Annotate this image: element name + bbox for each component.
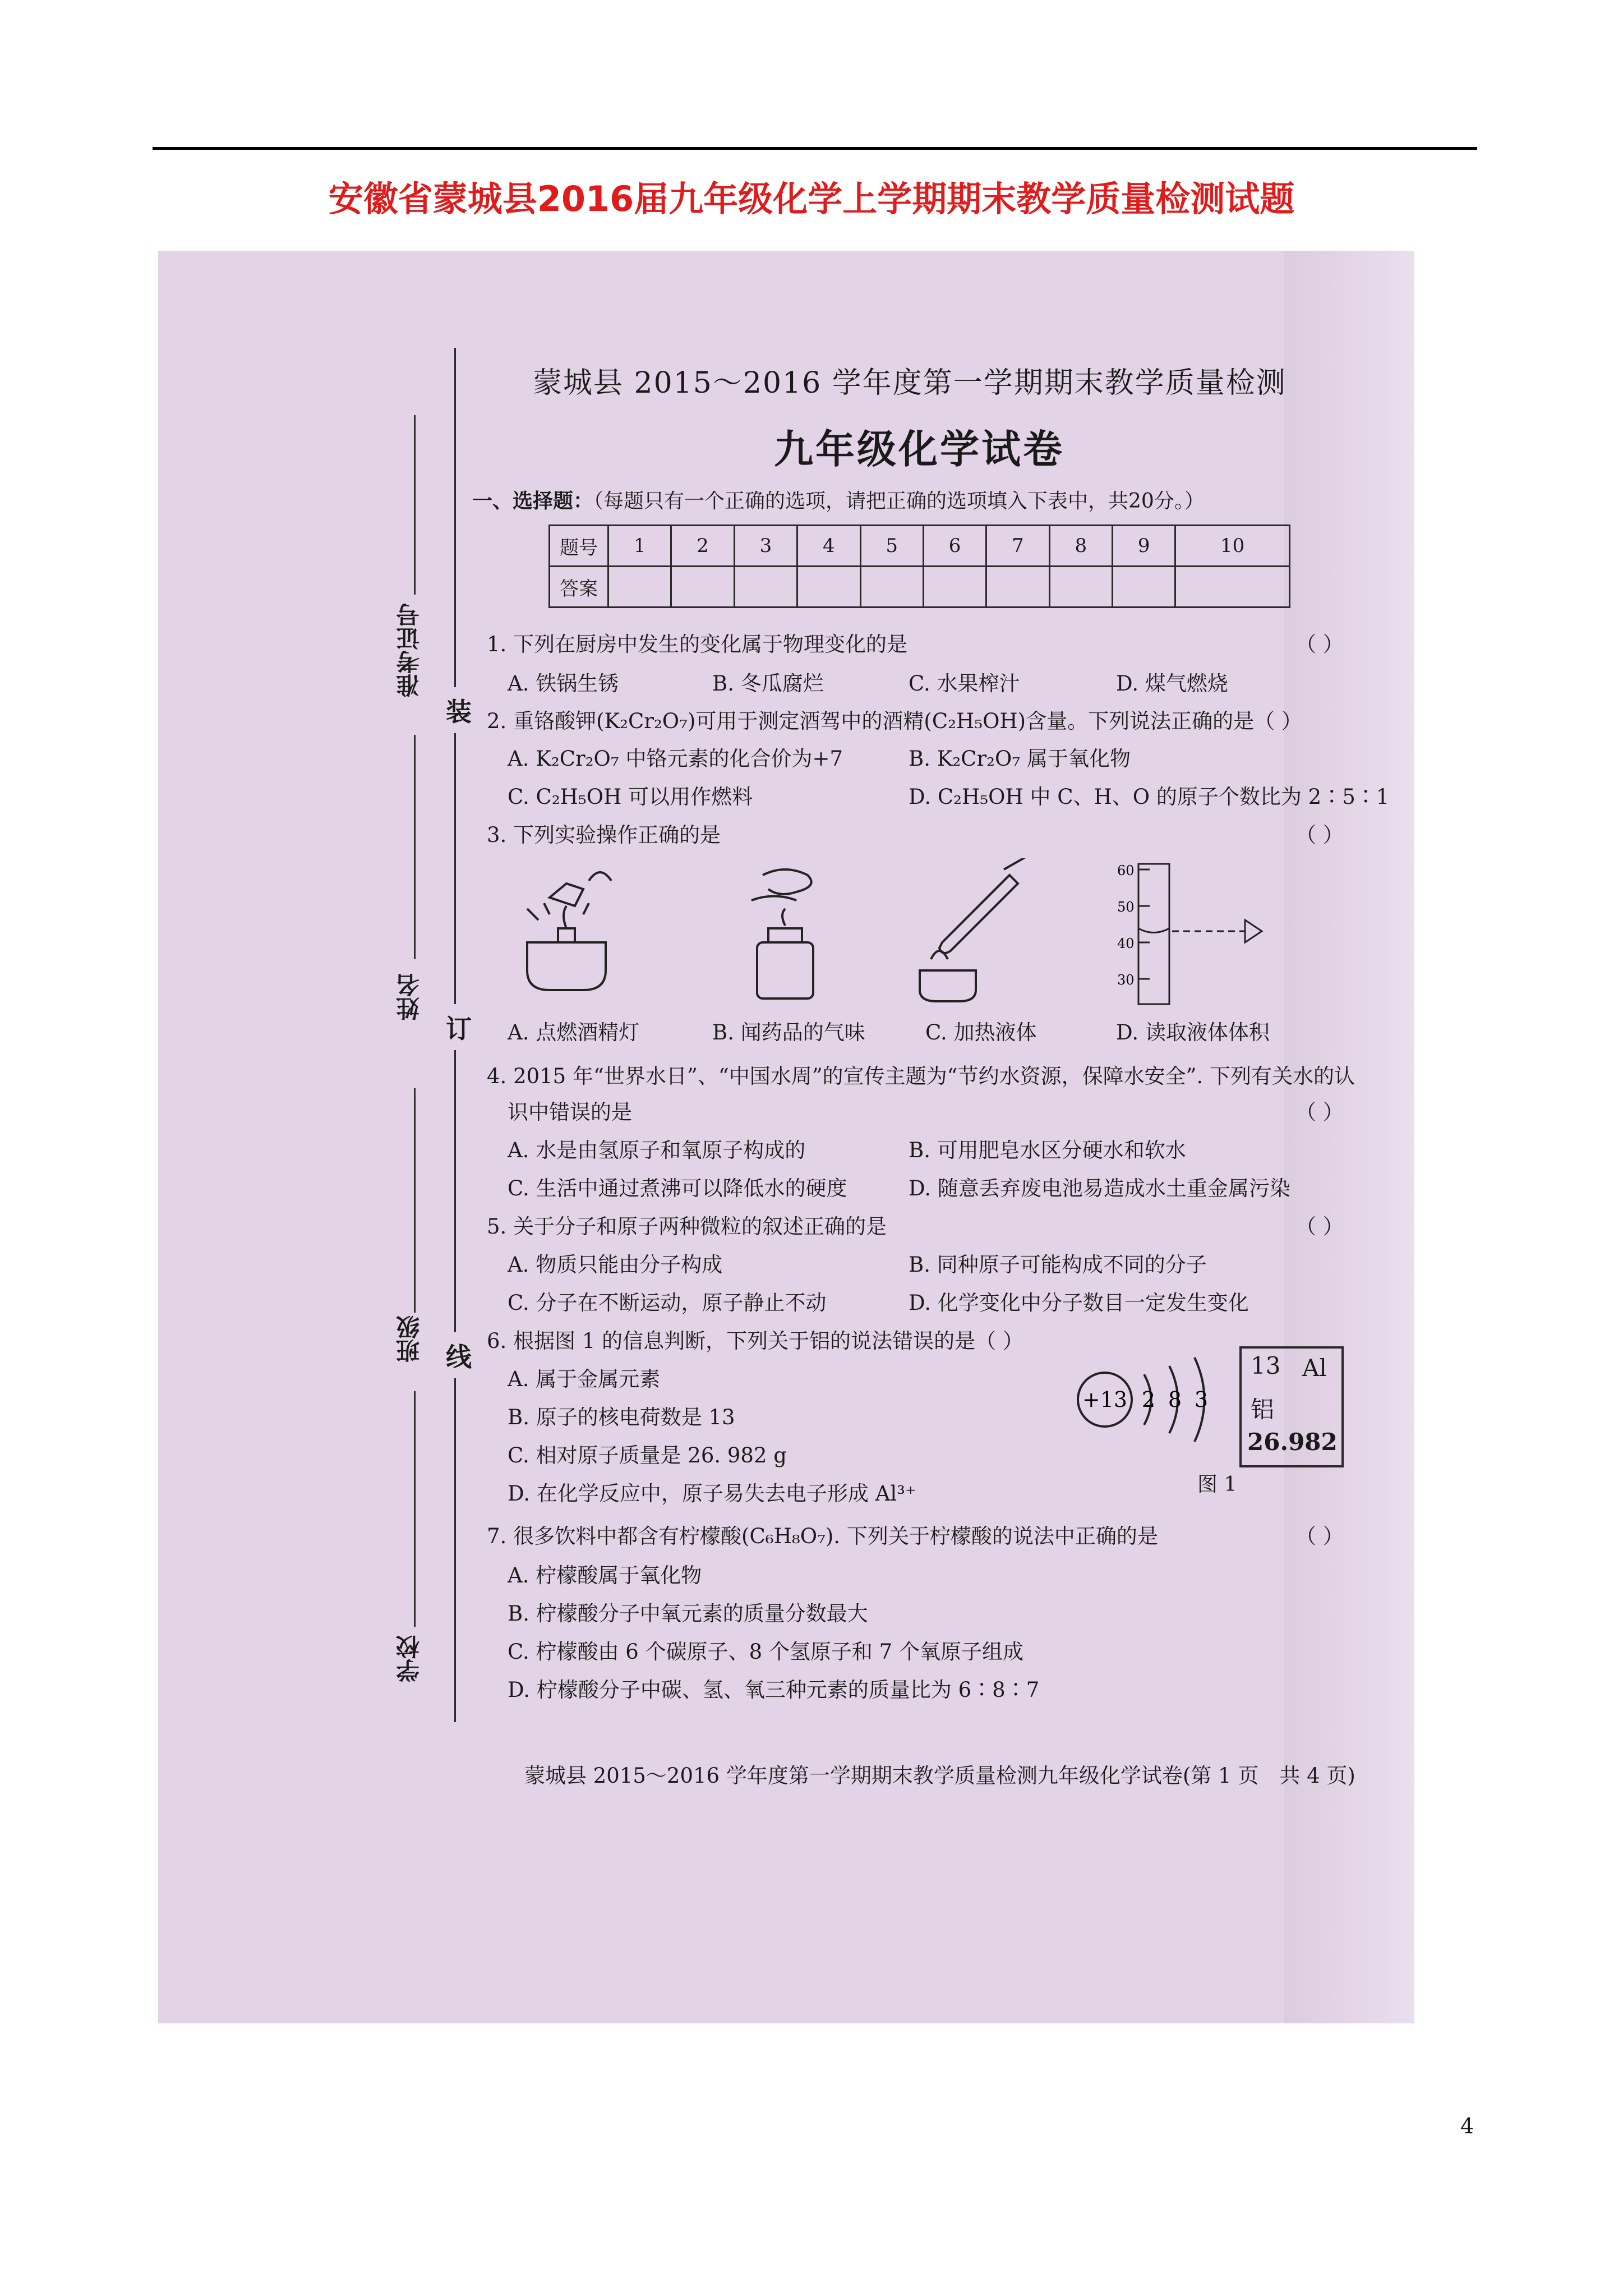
margin-label-name: 姓名 xyxy=(395,973,423,1020)
top-rule xyxy=(153,147,1477,150)
margin-line-class xyxy=(414,1088,416,1313)
answer-cell xyxy=(734,567,797,608)
answer-paren: （ ） xyxy=(1295,1100,1344,1124)
atomic-mass: 26.982 xyxy=(1247,1428,1338,1456)
cylinder-tick-40: 40 xyxy=(1117,936,1135,951)
question-3: 3. 下列实验操作正确的是 xyxy=(487,823,721,847)
answer-paren: （ ） xyxy=(1295,1524,1344,1548)
answer-cell xyxy=(1113,567,1175,608)
q6-option-d: D. 在化学反应中，原子易失去电子形成 Al³⁺ xyxy=(508,1481,916,1506)
table-number: 3 xyxy=(734,526,797,567)
exam-header: 蒙城县 2015～2016 学年度第一学期期末教学质量检测 xyxy=(533,366,1287,400)
answer-paren: （ ） xyxy=(1295,823,1344,847)
q5-option-d: D. 化学变化中分子数目一定发生变化 xyxy=(909,1291,1249,1315)
shell-1-electrons: 2 xyxy=(1141,1387,1156,1412)
element-name: 铝 xyxy=(1251,1396,1275,1423)
binding-char-zhuang: 装 xyxy=(446,687,472,733)
element-symbol: Al xyxy=(1302,1354,1327,1382)
q4-option-d: D. 随意丢弃废电池易造成水土重金属污染 xyxy=(909,1176,1290,1200)
q7-option-c: C. 柠檬酸由 6 个碳原子、8 个氢原子和 7 个氧原子组成 xyxy=(508,1640,1023,1664)
atomic-number: 13 xyxy=(1251,1352,1281,1379)
q3-option-a: A. 点燃酒精灯 xyxy=(508,1020,640,1045)
q4-option-c: C. 生活中通过煮沸可以降低水的硬度 xyxy=(508,1176,847,1200)
q2-option-b: B. K₂Cr₂O₇ 属于氧化物 xyxy=(909,747,1131,771)
q7-option-d: D. 柠檬酸分子中碳、氢、氧三种元素的质量比为 6∶8∶7 xyxy=(508,1678,1040,1702)
q1-option-d: D. 煤气燃烧 xyxy=(1116,671,1228,696)
answer-cell xyxy=(986,567,1049,608)
answer-paren: （ ） xyxy=(1295,632,1344,656)
q2-option-d: D. C₂H₅OH 中 C、H、O 的原子个数比为 2∶5∶1 xyxy=(909,785,1390,809)
q3-option-b: B. 闻药品的气味 xyxy=(712,1020,865,1045)
table-number: 10 xyxy=(1175,526,1290,567)
answer-table xyxy=(548,524,1290,608)
binding-char-xian: 线 xyxy=(446,1332,472,1378)
q7-option-a: A. 柠檬酸属于氧化物 xyxy=(508,1563,702,1588)
table-number: 9 xyxy=(1113,526,1175,567)
table-number: 8 xyxy=(1049,526,1112,567)
table-label-answer: 答案 xyxy=(550,567,608,608)
margin-line-name xyxy=(414,735,416,959)
q4-option-a: A. 水是由氢原子和氧原子构成的 xyxy=(508,1138,806,1162)
question-4-line-2: 识中错误的是 xyxy=(508,1100,632,1124)
question-5: 5. 关于分子和原子两种微粒的叙述正确的是 xyxy=(487,1214,887,1239)
answer-cell xyxy=(608,567,671,608)
answer-cell xyxy=(797,567,860,608)
periodic-element-card xyxy=(1239,1346,1344,1467)
exam-footer: 蒙城县 2015～2016 学年度第一学期期末教学质量检测九年级化学试卷(第 1 页 共 4 页) xyxy=(524,1764,1355,1788)
hand-smelling-icon xyxy=(751,869,813,999)
section-1-title: 一、选择题：（每题只有一个正确的选项，请把正确的选项填入下表中，共20分。） xyxy=(472,489,1205,513)
answer-cell xyxy=(671,567,734,608)
question-2: 2. 重铬酸钾(K₂Cr₂O₇)可用于测定酒驾中的酒精(C₂H₅OH)含量。下列说法正确的是（ ） xyxy=(487,709,1302,733)
answer-cell xyxy=(1175,567,1290,608)
question-6: 6. 根据图 1 的信息判断，下列关于铝的说法错误的是（ ） xyxy=(487,1329,1023,1353)
figure-caption: 图 1 xyxy=(1197,1473,1237,1496)
document-title: 安徽省蒙城县2016届九年级化学上学期期末教学质量检测试题 xyxy=(328,178,1295,219)
binding-char-ding: 订 xyxy=(446,1004,472,1050)
margin-label-school: 学校 xyxy=(395,1635,423,1682)
scan-shadow xyxy=(1284,251,1414,2023)
margin-label-exam-id: 准考证号 xyxy=(395,603,423,697)
question-1: 1. 下列在厨房中发生的变化属于物理变化的是 xyxy=(487,632,908,656)
q6-option-b: B. 原子的核电荷数是 13 xyxy=(508,1405,735,1429)
q6-option-a: A. 属于金属元素 xyxy=(508,1367,661,1391)
aluminum-atom-diagram xyxy=(1066,1335,1234,1464)
table-number: 2 xyxy=(671,526,734,567)
shell-3-electrons: 3 xyxy=(1194,1387,1209,1412)
q1-option-b: B. 冬瓜腐烂 xyxy=(712,671,824,696)
graduated-cylinder-icon xyxy=(1138,864,1262,1004)
shell-2-electrons: 8 xyxy=(1168,1387,1182,1412)
experiment-illustrations xyxy=(505,858,1346,1010)
margin-line-exam-id xyxy=(414,415,416,595)
table-label-number: 题号 xyxy=(550,526,608,567)
table-number: 5 xyxy=(860,526,923,567)
q5-option-a: A. 物质只能由分子构成 xyxy=(508,1253,723,1277)
alcohol-lamp-icon xyxy=(527,872,611,990)
q2-option-a: A. K₂Cr₂O₇ 中铬元素的化合价为+7 xyxy=(508,747,843,771)
cylinder-tick-30: 30 xyxy=(1117,972,1135,988)
question-7: 7. 很多饮料中都含有柠檬酸(C₆H₈O₇). 下列关于柠檬酸的说法中正确的是 xyxy=(487,1524,1158,1548)
margin-line-school xyxy=(414,1391,416,1627)
q6-option-c: C. 相对原子质量是 26. 982 g xyxy=(508,1443,787,1467)
margin-label-class: 班级 xyxy=(395,1315,423,1363)
answer-cell xyxy=(1049,567,1112,608)
answer-cell xyxy=(923,567,986,608)
test-tube-heating-icon xyxy=(920,858,1043,1001)
q2-option-c: C. C₂H₅OH 可以用作燃料 xyxy=(508,785,753,809)
q5-option-b: B. 同种原子可能构成不同的分子 xyxy=(909,1253,1207,1277)
nucleus-charge: +13 xyxy=(1082,1387,1128,1412)
q1-option-c: C. 水果榨汁 xyxy=(909,671,1020,696)
q3-option-c: C. 加热液体 xyxy=(925,1020,1037,1045)
question-4-line-1: 4. 2015 年“世界水日”、“中国水周”的宣传主题为“节约水资源，保障水安全”. 下列有关水的认 xyxy=(487,1064,1355,1088)
exam-subtitle: 九年级化学试卷 xyxy=(774,426,1064,472)
q1-option-a: A. 铁锅生锈 xyxy=(508,671,619,696)
table-number: 7 xyxy=(986,526,1049,567)
q5-option-c: C. 分子在不断运动，原子静止不动 xyxy=(508,1291,827,1315)
q7-option-b: B. 柠檬酸分子中氧元素的质量分数最大 xyxy=(508,1602,868,1626)
q4-option-b: B. 可用肥皂水区分硬水和软水 xyxy=(909,1138,1186,1162)
cylinder-tick-60: 60 xyxy=(1117,863,1135,878)
cylinder-tick-50: 50 xyxy=(1117,899,1135,915)
table-number: 1 xyxy=(608,526,671,567)
answer-cell xyxy=(860,567,923,608)
page-number: 4 xyxy=(1460,2114,1474,2138)
table-number: 6 xyxy=(923,526,986,567)
answer-paren: （ ） xyxy=(1295,1214,1344,1239)
table-number: 4 xyxy=(797,526,860,567)
q3-option-d: D. 读取液体体积 xyxy=(1116,1020,1270,1045)
